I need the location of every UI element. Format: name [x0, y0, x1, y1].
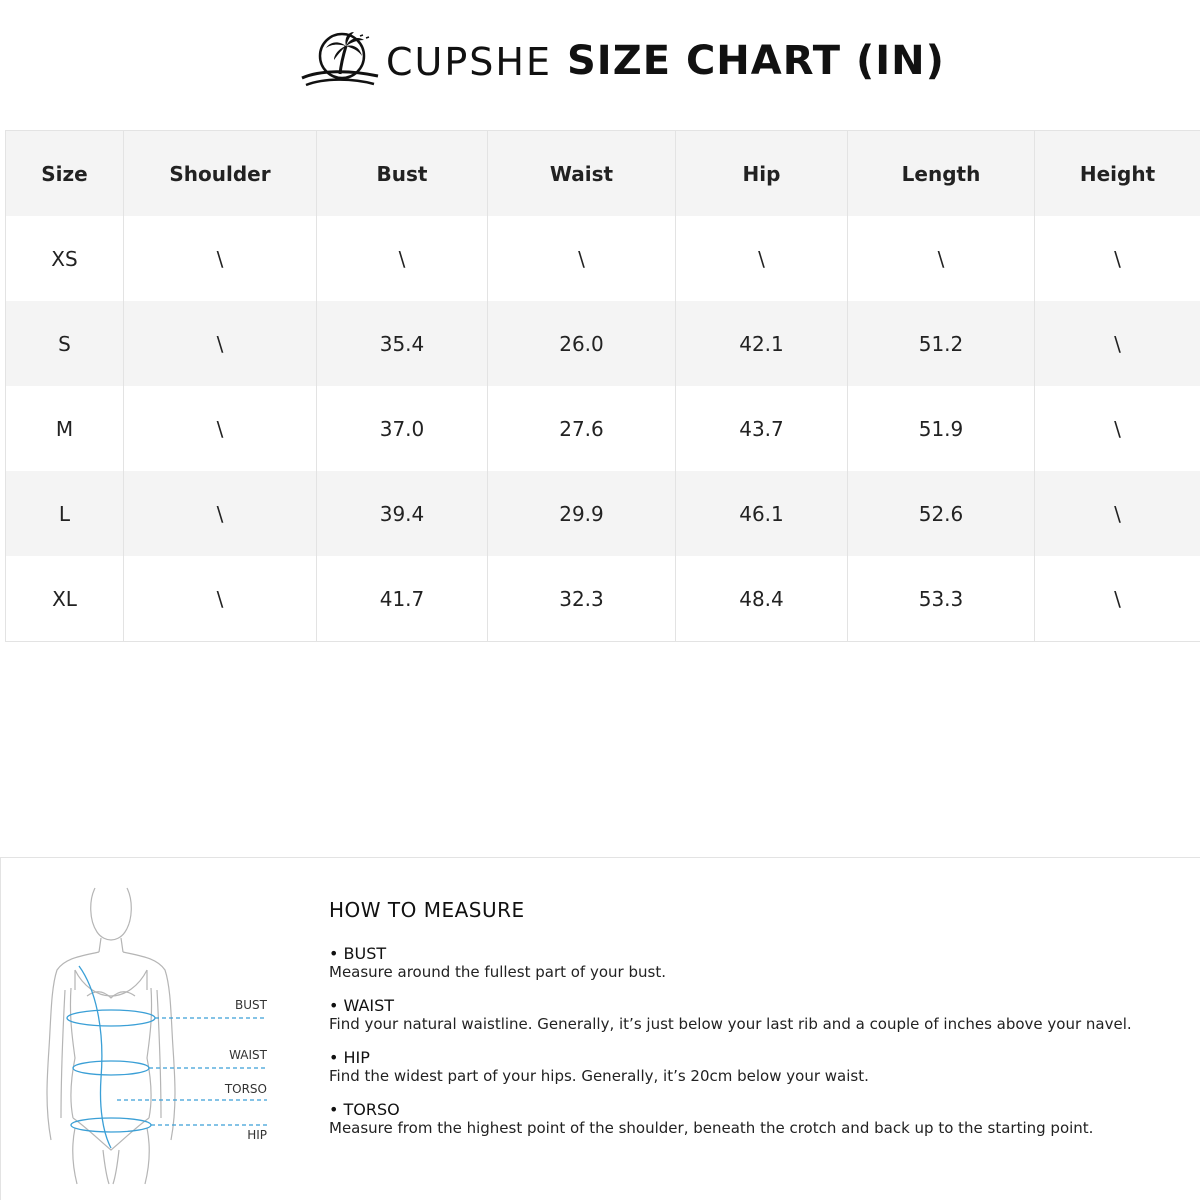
torso-label: TORSO	[224, 1082, 267, 1096]
tip-waist	[329, 996, 1189, 1034]
table-cell: \	[124, 216, 317, 301]
column-header-waist: Waist	[488, 131, 676, 217]
how-to-measure-panel	[0, 857, 1200, 1200]
table-cell: \	[676, 216, 848, 301]
table-cell: 46.1	[676, 471, 848, 556]
table-cell: 29.9	[488, 471, 676, 556]
table-cell: XL	[6, 556, 124, 642]
table-cell: 52.6	[848, 471, 1035, 556]
measurement-figure	[31, 878, 281, 1188]
column-header-shoulder: Shoulder	[124, 131, 317, 217]
table-cell: 27.6	[488, 386, 676, 471]
table-row	[6, 471, 1200, 556]
table-cell: \	[124, 471, 317, 556]
table-header-row	[6, 131, 1200, 217]
table-cell: 39.4	[317, 471, 488, 556]
column-header-hip: Hip	[676, 131, 848, 217]
table-cell: M	[6, 386, 124, 471]
table-cell: L	[6, 471, 124, 556]
table-cell: 43.7	[676, 386, 848, 471]
table-row	[6, 556, 1200, 642]
table-row	[6, 216, 1200, 301]
table-cell: 35.4	[317, 301, 488, 386]
column-header-length: Length	[848, 131, 1035, 217]
tip-body: Find your natural waistline. Generally, it’s just below your last rib and a couple of inches above your navel.	[329, 1015, 1132, 1033]
column-header-bust: Bust	[317, 131, 488, 217]
table-cell: 51.2	[848, 301, 1035, 386]
table-cell: 42.1	[676, 301, 848, 386]
table-cell: S	[6, 301, 124, 386]
table-row	[6, 386, 1200, 471]
palm-tree-logo-icon	[300, 30, 380, 90]
body-outline-icon	[31, 878, 281, 1188]
brand-name: CUPSHE	[386, 40, 552, 84]
table-cell: 32.3	[488, 556, 676, 642]
table-cell: \	[1035, 471, 1200, 556]
table-cell: 48.4	[676, 556, 848, 642]
tip-bust	[329, 944, 1189, 982]
table-cell: \	[1035, 386, 1200, 471]
tip-heading: • WAIST	[329, 996, 395, 1015]
table-cell: \	[848, 216, 1035, 301]
header	[0, 0, 1200, 130]
tip-body: Measure around the fullest part of your bust.	[329, 963, 666, 981]
tip-body: Find the widest part of your hips. Generally, it’s 20cm below your waist.	[329, 1067, 869, 1085]
table-cell: \	[1035, 216, 1200, 301]
column-header-height: Height	[1035, 131, 1200, 217]
bust-label: BUST	[235, 998, 267, 1012]
table-cell: \	[124, 556, 317, 642]
how-to-measure-title: HOW TO MEASURE	[329, 898, 525, 922]
table-cell: \	[488, 216, 676, 301]
tip-hip	[329, 1048, 1189, 1086]
table-cell: 53.3	[848, 556, 1035, 642]
tip-heading: • HIP	[329, 1048, 370, 1067]
tip-body: Measure from the highest point of the shoulder, beneath the crotch and back up to the starting point.	[329, 1119, 1094, 1137]
tip-torso	[329, 1100, 1189, 1138]
hip-label: HIP	[247, 1128, 267, 1142]
column-header-size: Size	[6, 131, 124, 217]
table-cell: \	[1035, 301, 1200, 386]
table-row	[6, 301, 1200, 386]
size-table	[5, 130, 1200, 642]
table-cell: \	[124, 301, 317, 386]
how-to-measure-text	[329, 898, 1189, 1152]
table-cell: 51.9	[848, 386, 1035, 471]
tip-heading: • TORSO	[329, 1100, 400, 1119]
table-cell: \	[1035, 556, 1200, 642]
table-cell: \	[317, 216, 488, 301]
table-cell: \	[124, 386, 317, 471]
table-cell: 26.0	[488, 301, 676, 386]
waist-label: WAIST	[229, 1048, 267, 1062]
page-title: SIZE CHART (IN)	[567, 38, 945, 84]
tip-heading: • BUST	[329, 944, 387, 963]
table-cell: 37.0	[317, 386, 488, 471]
table-cell: XS	[6, 216, 124, 301]
table-cell: 41.7	[317, 556, 488, 642]
